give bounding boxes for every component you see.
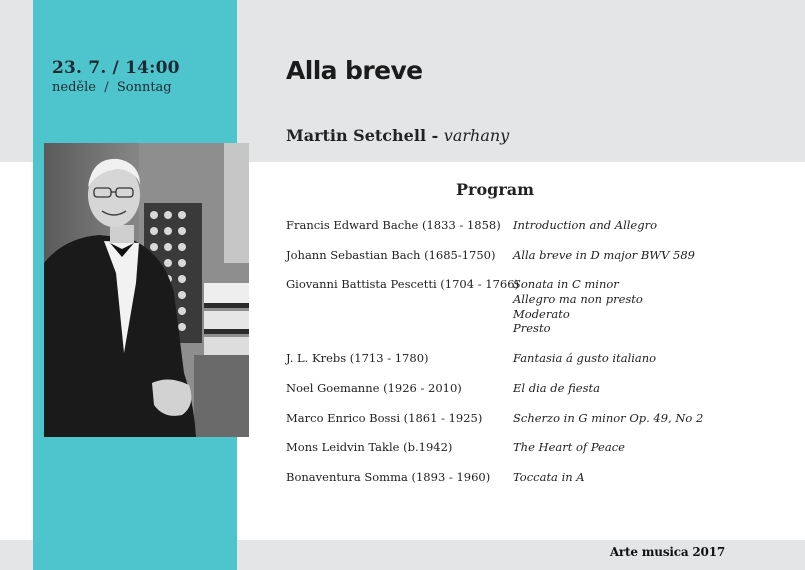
performer-name: Martin Setchell — [286, 126, 427, 145]
program-composer: Marco Enrico Bossi (1861 - 1925) — [286, 411, 483, 425]
program-works — [513, 411, 703, 426]
program-composer: J. L. Krebs (1713 - 1780) — [286, 351, 429, 365]
program-work: Sonata in C minor — [513, 277, 619, 291]
performer-separator: - — [426, 126, 444, 145]
program-work: The Heart of Peace — [513, 440, 625, 454]
program-work: Moderato — [513, 306, 570, 321]
program-work: Scherzo in G minor Op. 49, No 2 — [513, 411, 704, 425]
performer-instrument: varhany — [443, 126, 510, 145]
program-work: Alla breve in D major BWV 589 — [513, 248, 695, 262]
performer-line — [286, 126, 509, 145]
program-heading: Program — [456, 180, 535, 199]
program-works — [513, 277, 643, 336]
event-day: neděle / Sonntag — [52, 80, 172, 95]
program-works — [513, 248, 695, 263]
performer-photo-image — [44, 143, 249, 437]
program-works — [513, 351, 656, 366]
program-composer: Francis Edward Bache (1833 - 1858) — [286, 218, 501, 232]
program-work: El dia de fiesta — [513, 381, 600, 395]
program-work: Allegro ma non presto — [513, 291, 643, 306]
program-work: Toccata in A — [513, 470, 585, 484]
program-work: Presto — [513, 321, 551, 336]
performer-photo — [44, 143, 249, 437]
program-composer: Noel Goemanne (1926 - 2010) — [286, 381, 462, 395]
program-works — [513, 470, 585, 485]
program-works — [513, 218, 657, 233]
concert-title: Alla breve — [286, 56, 423, 85]
program-work: Fantasia á gusto italiano — [513, 351, 657, 365]
program-works — [513, 381, 600, 396]
festival-footer: Arte musica 2017 — [609, 545, 725, 559]
program-composer: Bonaventura Somma (1893 - 1960) — [286, 470, 491, 484]
program-composer: Johann Sebastian Bach (1685-1750) — [286, 248, 496, 262]
event-date-time: 23. 7. / 14:00 — [52, 58, 180, 78]
program-composer: Mons Leidvin Takle (b.1942) — [286, 440, 453, 454]
program-work: Introduction and Allegro — [513, 218, 658, 232]
program-composer: Giovanni Battista Pescetti (1704 - 1766) — [286, 277, 520, 291]
program-works — [513, 440, 625, 455]
